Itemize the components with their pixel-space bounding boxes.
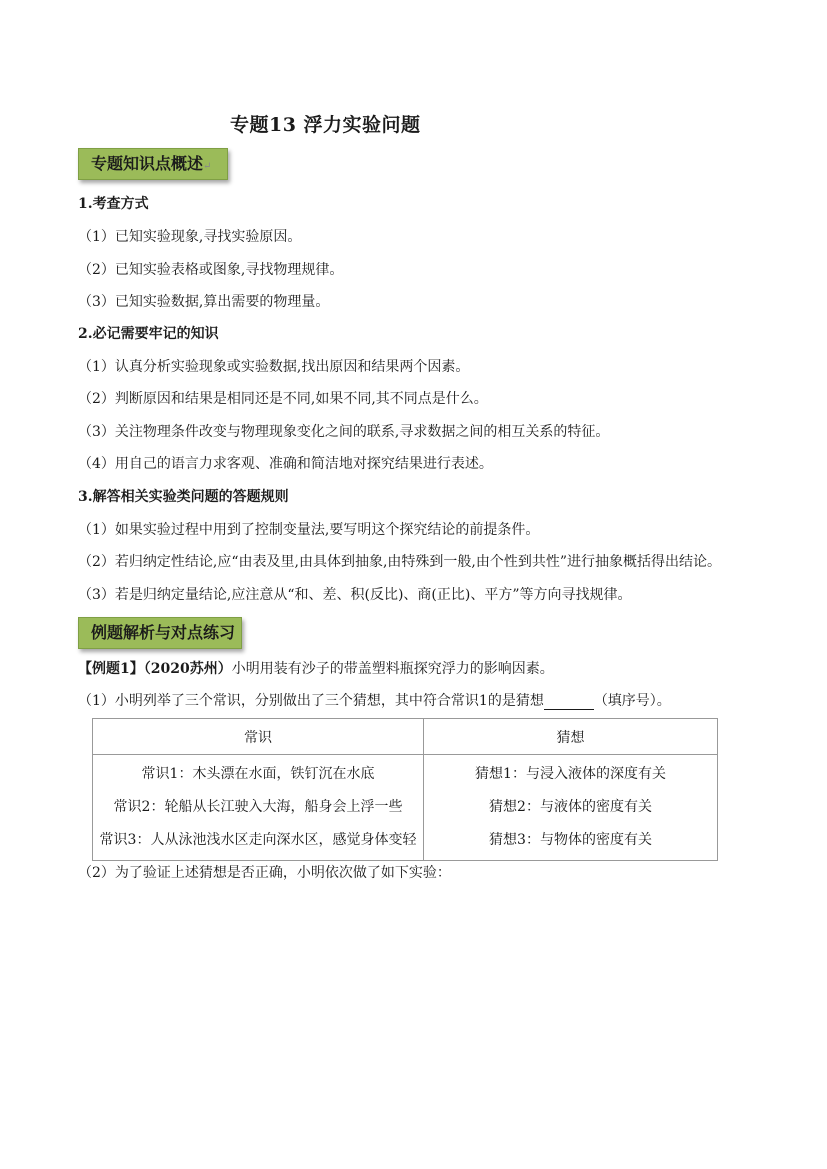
example-source: （2020苏州） bbox=[143, 661, 232, 677]
list-item: （2）判断原因和结果是相同还是不同,如果不同,其不同点是什么。 bbox=[78, 391, 488, 407]
list-item: （2）已知实验表格或图象,寻找物理规律。 bbox=[78, 262, 344, 278]
guess-cell bbox=[424, 755, 718, 861]
common-sense-cell bbox=[93, 755, 424, 861]
table-row bbox=[93, 755, 718, 861]
table-header-common-sense: 常识 bbox=[93, 719, 424, 755]
list-item: （3）关注物理条件改变与物理现象变化之间的联系,寻求数据之间的相互关系的特征。 bbox=[78, 424, 610, 440]
section-banner-examples: 例题解析与对点练习 bbox=[78, 617, 242, 649]
section-heading-3: 3.解答相关实验类问题的答题规则 bbox=[78, 489, 289, 505]
paragraph-mark: ↵ bbox=[203, 161, 212, 172]
question-1 bbox=[78, 690, 671, 710]
question-1-text: （1）小明列举了三个常识，分别做出了三个猜想，其中符合常识1的是猜想 bbox=[78, 693, 544, 709]
common-sense-2: 常识2：轮船从长江驶入大海，船身会上浮一些 bbox=[113, 799, 403, 815]
page-title: 专题13 浮力实验问题 bbox=[230, 114, 421, 136]
question-1-suffix: （填序号）。 bbox=[593, 693, 671, 709]
answer-blank bbox=[544, 695, 594, 710]
guess-3: 猜想3：与物体的密度有关 bbox=[489, 832, 652, 848]
common-sense-3: 常识3：人从泳池浅水区走向深水区，感觉身体变轻 bbox=[99, 832, 417, 848]
list-item: （3）若是归纳定量结论,应注意从“和、差、积(反比)、商(正比)、平方”等方向寻找规律。 bbox=[78, 587, 632, 603]
list-item: （3）已知实验数据,算出需要的物理量。 bbox=[78, 294, 330, 310]
section-heading-2: 2.必记需要牢记的知识 bbox=[78, 326, 219, 342]
guess-table bbox=[92, 718, 718, 861]
list-item: （1）已知实验现象,寻找实验原因。 bbox=[78, 229, 302, 245]
list-item: （4）用自己的语言力求客观、准确和简洁地对探究结果进行表述。 bbox=[78, 456, 493, 472]
list-item: （1）如果实验过程中用到了控制变量法,要写明这个探究结论的前提条件。 bbox=[78, 522, 540, 538]
guess-2: 猜想2：与液体的密度有关 bbox=[489, 799, 652, 815]
list-item: （2）若归纳定性结论,应“由表及里,由具体到抽象,由特殊到一般,由个性到共性”进行抽象概括得出结论。 bbox=[78, 554, 722, 570]
list-item: （1）认真分析实验现象或实验数据,找出原因和结果两个因素。 bbox=[78, 359, 470, 375]
example-text: 小明用装有沙子的带盖塑料瓶探究浮力的影响因素。 bbox=[231, 661, 554, 677]
banner-overview-label: 专题知识点概述 bbox=[91, 154, 204, 173]
common-sense-1: 常识1：木头漂在水面，铁钉沉在水底 bbox=[141, 766, 375, 782]
table-header-guess: 猜想 bbox=[424, 719, 718, 755]
example-intro bbox=[78, 658, 554, 678]
question-2: （2）为了验证上述猜想是否正确，小明依次做了如下实验： bbox=[78, 865, 451, 881]
example-label: 【例题1】 bbox=[78, 661, 144, 677]
section-heading-1: 1.考查方式 bbox=[78, 196, 149, 212]
table-header-row bbox=[93, 719, 718, 755]
guess-1: 猜想1：与浸入液体的深度有关 bbox=[475, 766, 666, 782]
section-banner-overview bbox=[78, 148, 228, 180]
